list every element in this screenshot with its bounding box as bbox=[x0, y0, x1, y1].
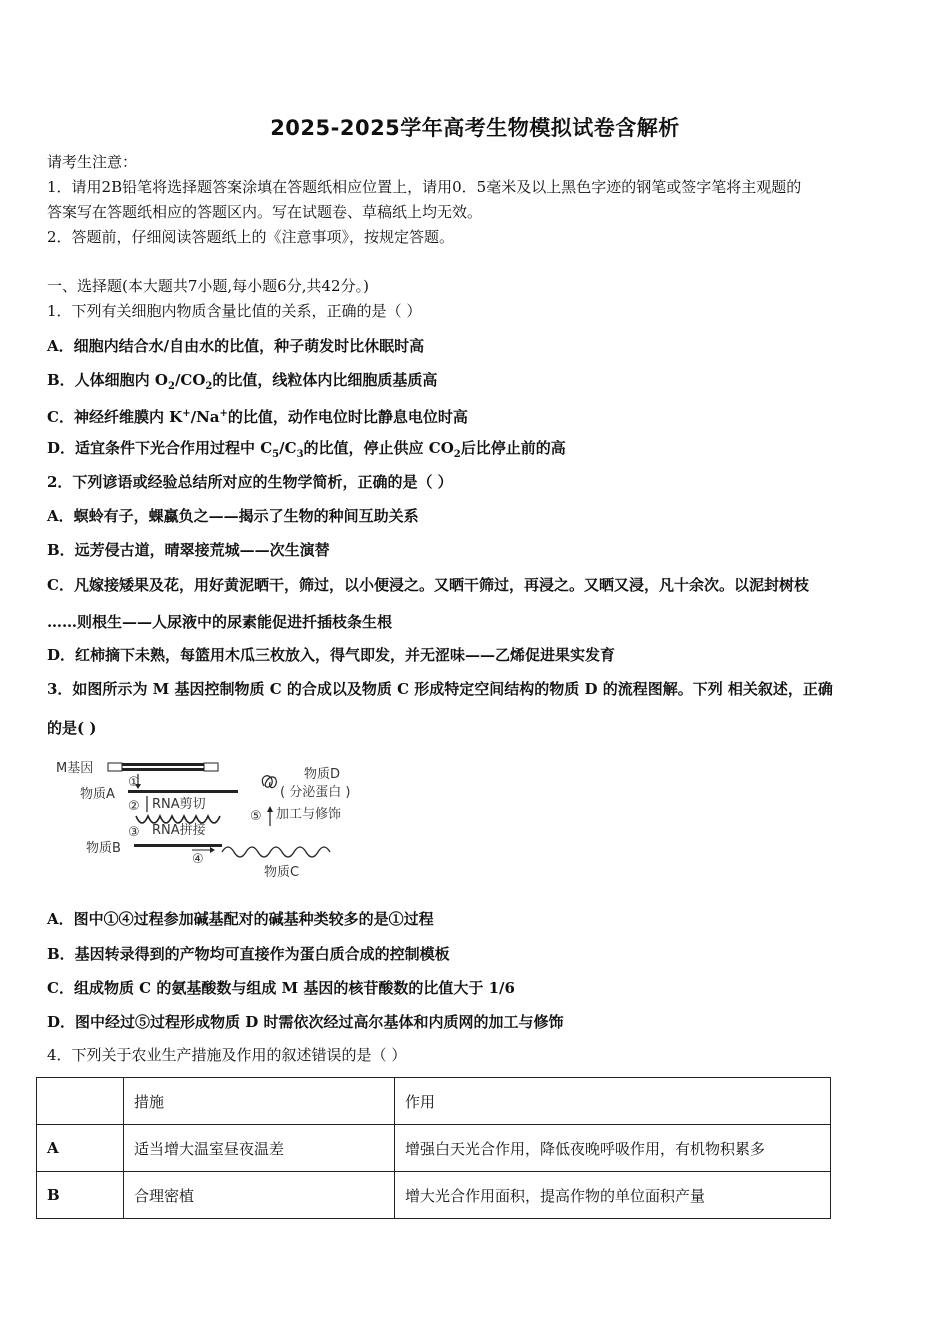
label-step-4: ④ bbox=[192, 852, 204, 867]
q4-stem: 4．下列关于农业生产措施及作用的叙述错误的是（ ） bbox=[47, 1046, 407, 1064]
label-substance-a: 物质A bbox=[80, 787, 115, 802]
gene-expression-diagram bbox=[52, 752, 392, 884]
label-substance-d: 物质D bbox=[304, 767, 341, 782]
section-heading: 一、选择题(本大题共7小题,每小题6分,共42分。) bbox=[47, 277, 369, 295]
table-cell-measure: 合理密植 bbox=[124, 1172, 395, 1219]
q2-stem: 2．下列谚语或经验总结所对应的生物学简析，正确的是（ ） bbox=[47, 473, 453, 491]
q2-option-c-line2: ……则根生——人尿液中的尿素能促进扦插枝条生根 bbox=[47, 613, 393, 631]
table-row bbox=[37, 1125, 831, 1172]
m-gene-strand-top bbox=[108, 763, 218, 766]
arrow-head-step-4 bbox=[210, 847, 215, 853]
table-row bbox=[37, 1172, 831, 1219]
notice-item-1b: 答案写在答题纸相应的答题区内。写在试题卷、草稿纸上均无效。 bbox=[47, 203, 483, 221]
spliced-loops bbox=[136, 816, 220, 823]
q1-option-d: D．适宜条件下光合作用过程中 $C_5/C_3$的比值，停止供应 $CO_2$后比停止前的高 bbox=[47, 439, 566, 460]
label-secreted-protein: ( 分泌蛋白 ) bbox=[280, 785, 351, 800]
label-process: 加工与修饰 bbox=[276, 807, 342, 822]
label-rna-cut: RNA剪切 bbox=[152, 797, 206, 812]
table-cell-effect: 增强白天光合作用，降低夜晚呼吸作用，有机物积累多 bbox=[395, 1125, 831, 1172]
q1-option-a: A．细胞内结合水/自由水的比值，种子萌发时比休眠时高 bbox=[47, 337, 425, 355]
folded-protein-d bbox=[262, 776, 276, 788]
label-m-gene: M基因 bbox=[56, 761, 94, 776]
m-gene-strand-bottom bbox=[108, 768, 218, 771]
table-cell-option: B bbox=[37, 1172, 124, 1219]
notice-item-1a: 1．请用2B铅笔将选择题答案涂填在答题纸相应位置上，请用0．5毫米及以上黑色字迹的钢笔或签字笔将主观题的 bbox=[47, 178, 802, 196]
notice-heading: 请考生注意： bbox=[47, 153, 138, 171]
q4-table bbox=[36, 1077, 831, 1219]
table-header-cell: 措施 bbox=[124, 1078, 395, 1125]
label-substance-c: 物质C bbox=[264, 865, 300, 880]
table-cell-effect: 增大光合作用面积，提高作物的单位面积产量 bbox=[395, 1172, 831, 1219]
table-header-row bbox=[37, 1078, 831, 1125]
q2-option-a: A．螟蛉有子，蜾蠃负之——揭示了生物的种间互助关系 bbox=[47, 507, 419, 525]
arrow-head-step-5 bbox=[267, 806, 273, 812]
q1-option-b: B．人体细胞内 $O_2/CO_2$的比值，线粒体内比细胞质基质高 bbox=[47, 371, 438, 392]
substance-b-strand bbox=[134, 844, 222, 847]
label-step-2: ② bbox=[128, 799, 140, 814]
label-substance-b: 物质B bbox=[86, 841, 121, 856]
q3-option-b: B．基因转录得到的产物均可直接作为蛋白质合成的控制模板 bbox=[47, 945, 450, 963]
table-cell-measure: 适当增大温室昼夜温差 bbox=[124, 1125, 395, 1172]
table-header-cell: 作用 bbox=[395, 1078, 831, 1125]
q2-option-c-line1: C．凡嫁接矮果及花，用好黄泥晒干，筛过，以小便浸之。又晒干筛过，再浸之。又晒又浸，凡十余次。以泥封树枝 bbox=[47, 576, 809, 594]
q3-stem-line2: 的是( ) bbox=[47, 719, 97, 737]
label-step-1: ① bbox=[128, 775, 140, 790]
q3-option-a: A．图中①④过程参加碱基配对的碱基种类较多的是①过程 bbox=[47, 910, 434, 928]
m-gene-terminator bbox=[204, 763, 218, 771]
label-rna-splice: RNA拼接 bbox=[152, 823, 206, 838]
polypeptide-chain bbox=[222, 847, 330, 857]
substance-a-strand bbox=[128, 790, 238, 793]
table-cell-option: A bbox=[37, 1125, 124, 1172]
q3-option-c: C．组成物质 C 的氨基酸数与组成 M 基因的核苷酸数的比值大于 1/6 bbox=[47, 979, 515, 997]
m-gene-promoter bbox=[108, 763, 122, 771]
notice-item-2: 2．答题前，仔细阅读答题纸上的《注意事项》，按规定答题。 bbox=[47, 228, 455, 246]
label-step-5: ⑤ bbox=[250, 809, 262, 824]
q1-option-c: C．神经纤维膜内 K+/Na+的比值，动作电位时比静息电位时高 bbox=[47, 408, 468, 426]
q2-option-d: D．红柿摘下未熟，每篮用木瓜三枚放入，得气即发，并无涩味——乙烯促进果实发育 bbox=[47, 646, 616, 664]
q3-stem-line1: 3．如图所示为 M 基因控制物质 C 的合成以及物质 C 形成特定空间结构的物质 D 的流程图解。下列 相关叙述，正确 bbox=[47, 680, 833, 698]
table-header-cell bbox=[37, 1078, 124, 1125]
label-step-3: ③ bbox=[128, 825, 140, 840]
q3-option-d: D．图中经过⑤过程形成物质 D 时需依次经过高尔基体和内质网的加工与修饰 bbox=[47, 1013, 564, 1031]
page-title: 2025-2025学年高考生物模拟试卷含解析 bbox=[270, 116, 680, 140]
q1-stem: 1．下列有关细胞内物质含量比值的关系，正确的是（ ） bbox=[47, 302, 422, 320]
q2-option-b: B．远芳侵古道，晴翠接荒城——次生演替 bbox=[47, 541, 330, 559]
